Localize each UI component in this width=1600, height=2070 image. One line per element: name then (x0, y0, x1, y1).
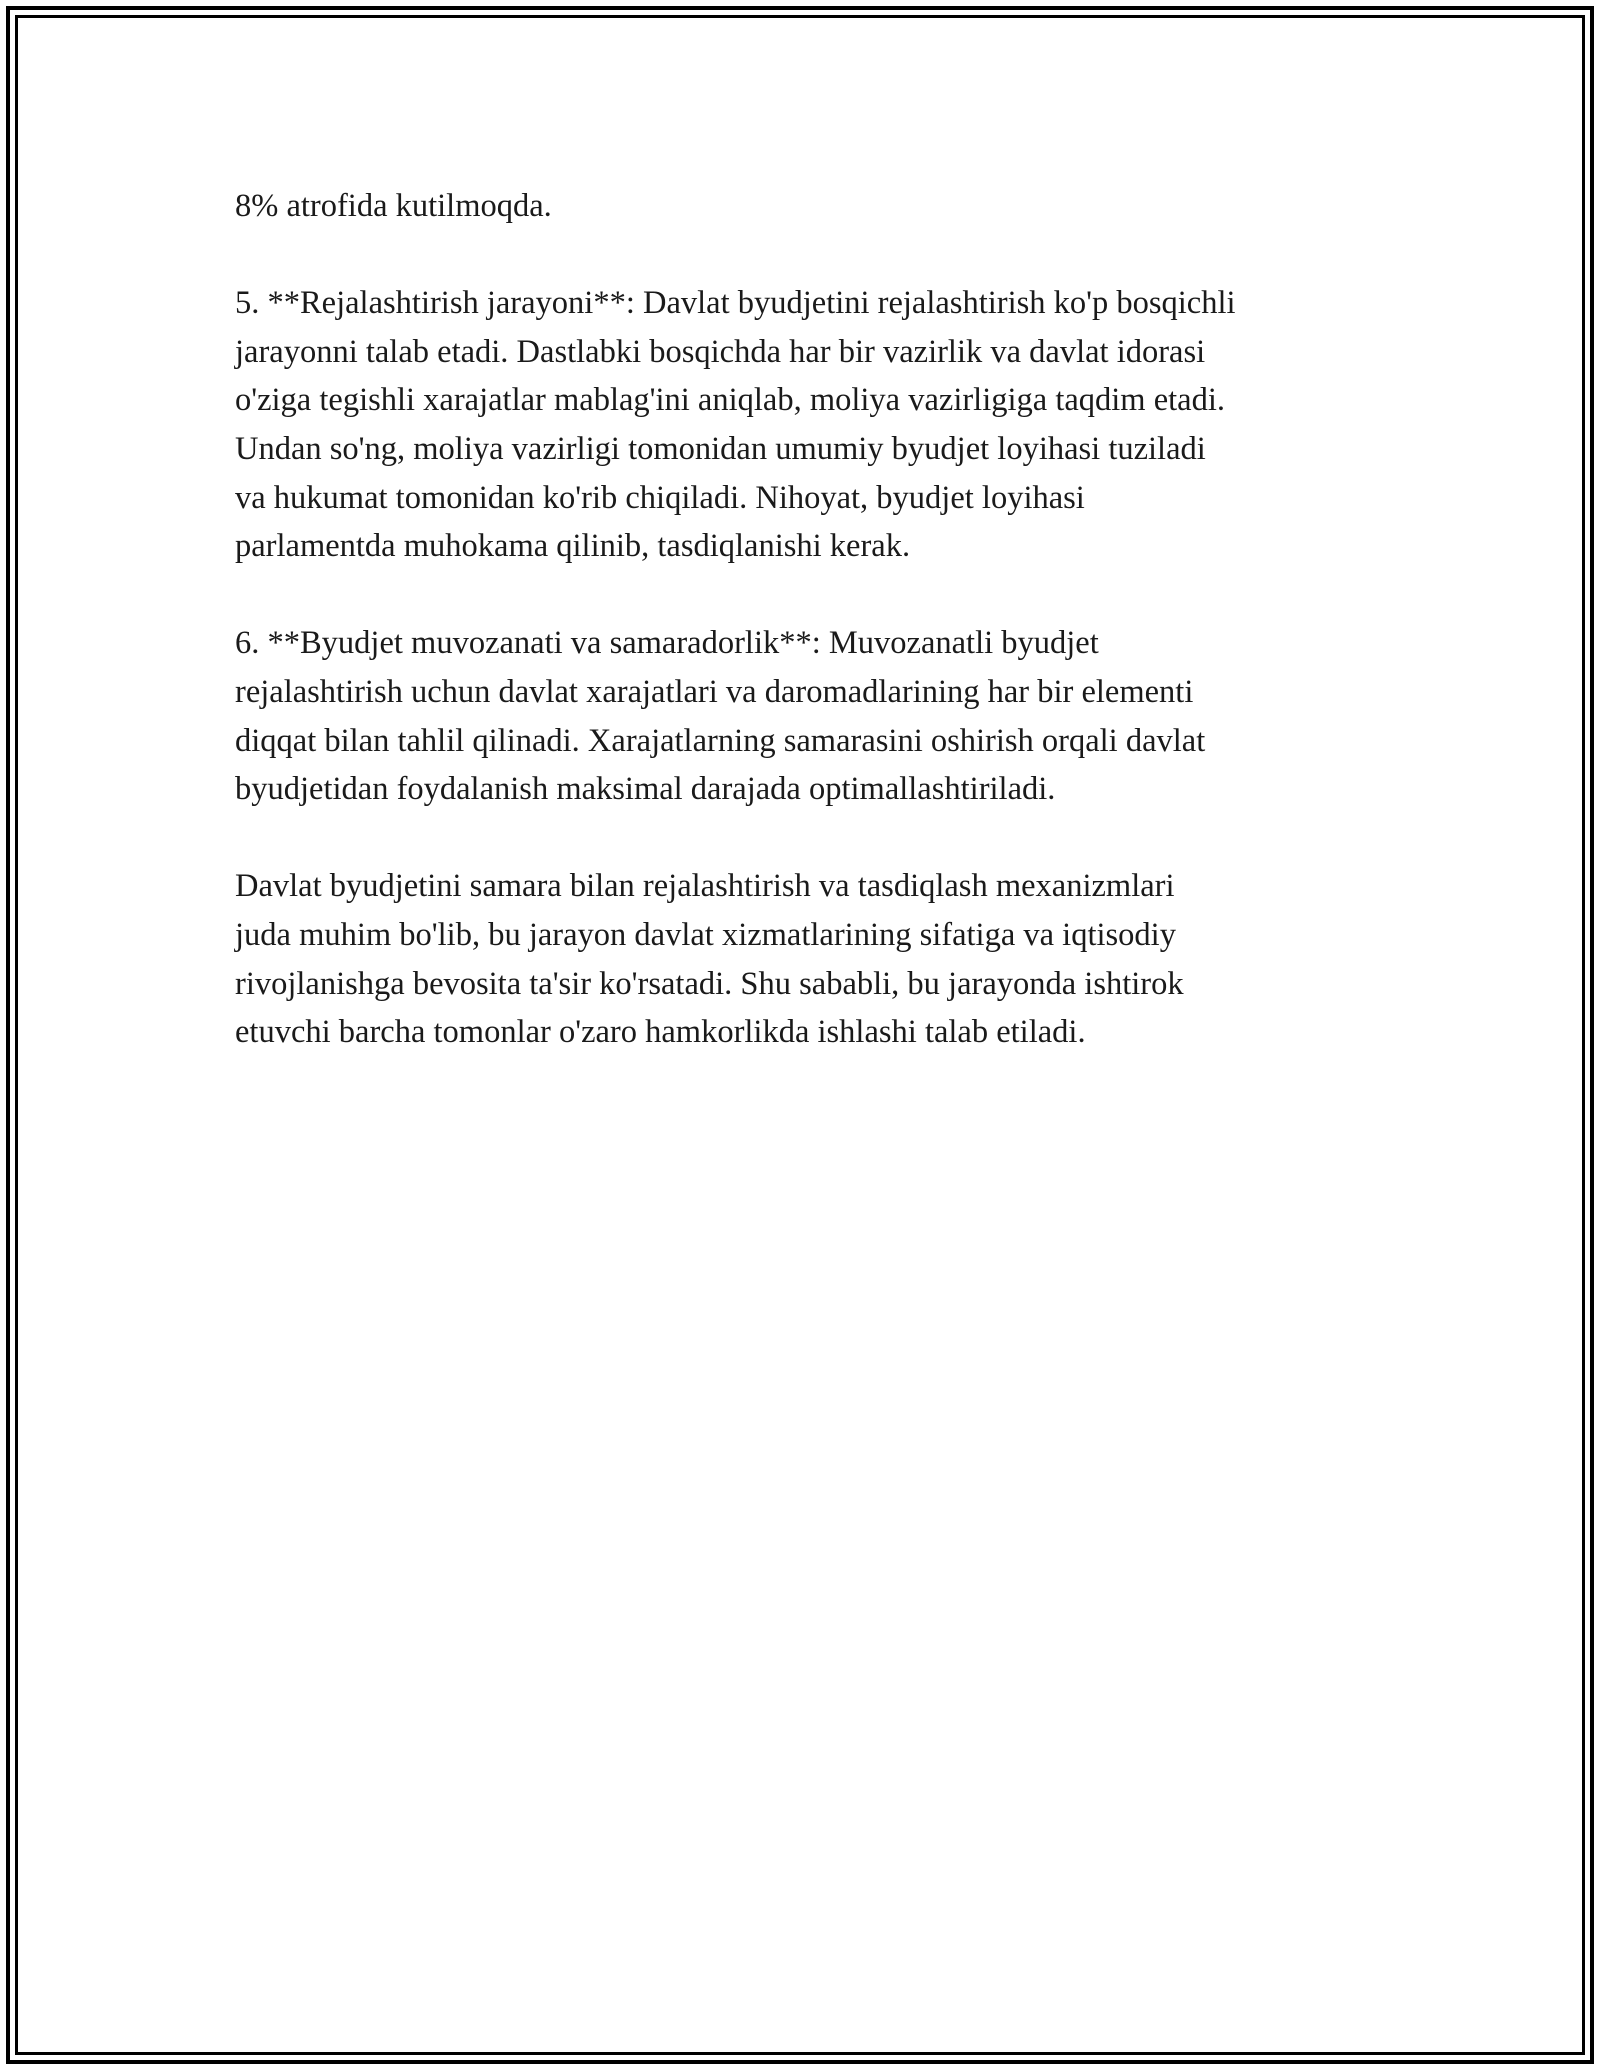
text-line: parlamentda muhokama qilinib, tasdiqlanishi kerak. (235, 528, 911, 565)
text-line: byudjetidan foydalanish maksimal darajada optimallashtiriladi. (235, 771, 1056, 808)
text-line: 5. **Rejalashtirish jarayoni**: Davlat byudjetini rejalashtirish ko'p bosqichli (235, 285, 1236, 322)
text-line: etuvchi barcha tomonlar o'zaro hamkorlikda ishlashi talab etiladi. (235, 1014, 1086, 1051)
text-line: Davlat byudjetini samara bilan rejalashtirish va tasdiqlash mexanizmlari (235, 868, 1175, 905)
text-line: rejalashtirish uchun davlat xarajatlari va daromadlarining har bir elementi (235, 673, 1194, 710)
paragraph-planning-process (235, 279, 1365, 571)
text-line: o'ziga tegishli xarajatlar mablag'ini aniqlab, moliya vazirligiga taqdim etadi. (235, 382, 1225, 419)
paragraph-conclusion (235, 862, 1365, 1056)
text-line: jarayonni talab etadi. Dastlabki bosqichda har bir vazirlik va davlat idorasi (235, 333, 1206, 370)
text-line: juda muhim bo'lib, bu jarayon davlat xizmatlarining sifatiga va iqtisodiy (235, 916, 1176, 953)
paragraph-continuation (235, 182, 1365, 231)
text-line: va hukumat tomonidan ko'rib chiqiladi. Nihoyat, byudjet loyihasi (235, 479, 1085, 516)
text-line: 8% atrofida kutilmoqda. (235, 188, 552, 224)
text-line: 6. **Byudjet muvozanati va samaradorlik**: Muvozanatli byudjet (235, 625, 1099, 662)
document-body (235, 182, 1365, 1105)
text-line: Undan so'ng, moliya vazirligi tomonidan umumiy byudjet loyihasi tuziladi (235, 430, 1206, 467)
text-line: diqqat bilan tahlil qilinadi. Xarajatlarning samarasini oshirish orqali davlat (235, 722, 1206, 759)
paragraph-budget-balance (235, 619, 1365, 813)
text-line: rivojlanishga bevosita ta'sir ko'rsatadi. Shu sababli, bu jarayonda ishtirok (235, 965, 1184, 1002)
